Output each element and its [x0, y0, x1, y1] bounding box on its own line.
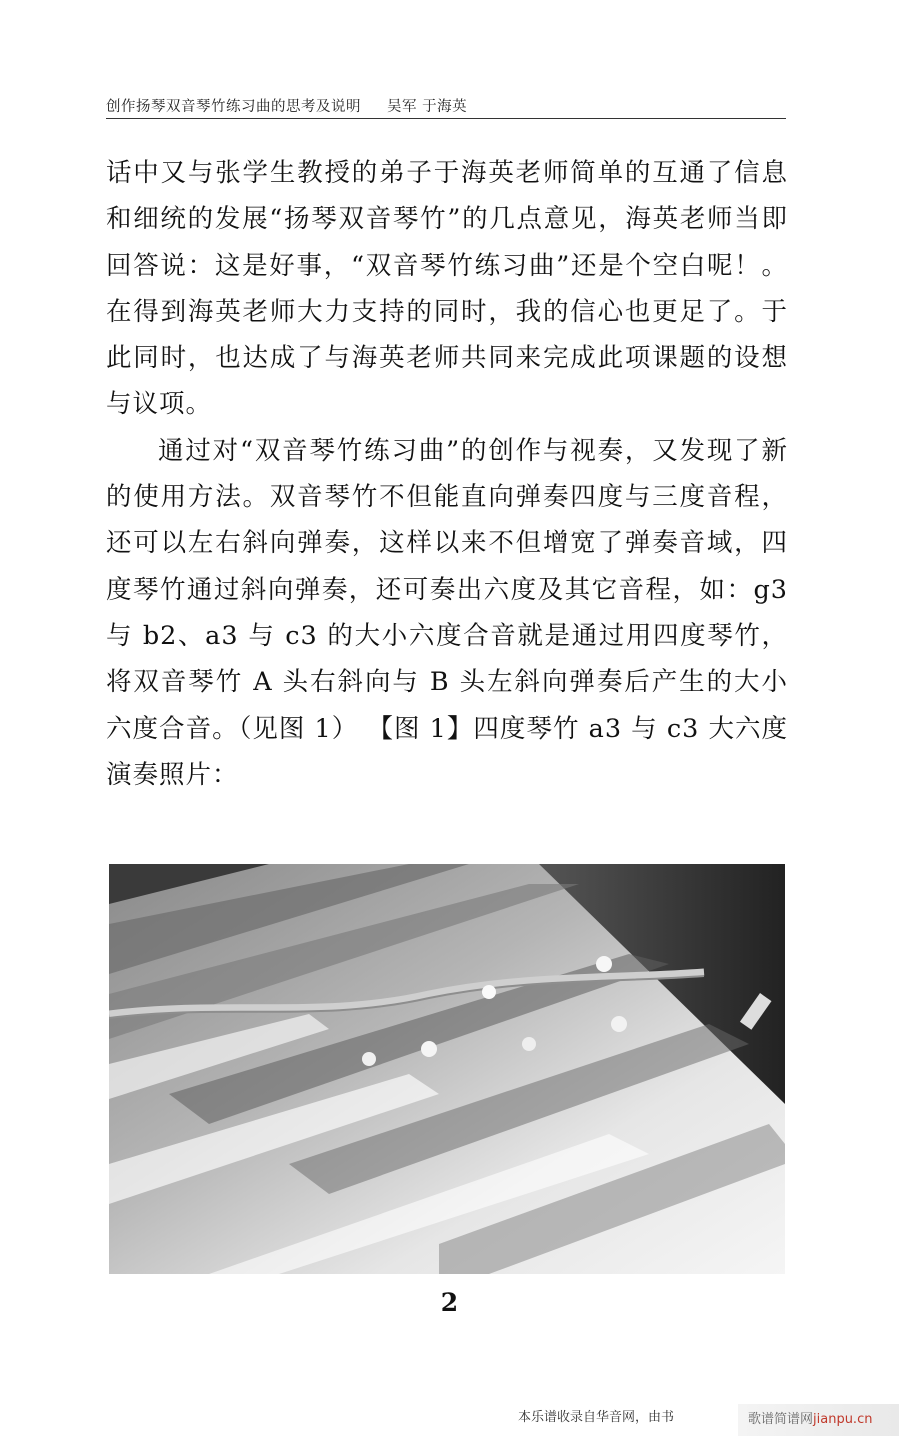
paragraph-2: 通过对“双音琴竹练习曲”的创作与视奏，又发现了新的使用方法。双音琴竹不但能直向弹奏四度与三度音程，还可以左右斜向弹奏，这样以来不但增宽了弹奏音域，四度琴竹通过斜向弹奏，还可奏出六度及其它音程，如：g3 与 b2、a3 与 c3 的大小六度合音就是通过用四度琴竹，将双音琴竹 A 头右斜向与 B 头左斜向弹奏后产生的大小六度合音。（见图 1） 【图 1】四度琴竹 a3 与 c3 大六度演奏照片：	[106, 435, 788, 790]
body-text	[106, 150, 788, 798]
watermark-left-text: 本乐谱收录自华音网，由书	[518, 1410, 675, 1425]
header-authors: 吴军 于海英	[387, 99, 468, 115]
watermark-site-domain: jianpu.cn	[813, 1412, 873, 1427]
dulcimer-photo-image	[109, 864, 785, 1274]
paragraph-1: 话中又与张学生教授的弟子于海英老师简单的互通了信息和细统的发展“扬琴双音琴竹”的几点意见，海英老师当即回答说：这是好事，“双音琴竹练习曲”还是个空白呢！。在得到海英老师大力支持的同时，我的信心也更足了。于此同时，也达成了与海英老师共同来完成此项课题的设想与议项。	[106, 158, 788, 420]
header-title: 创作扬琴双音琴竹练习曲的思考及说明	[106, 99, 361, 115]
running-header	[106, 96, 786, 119]
watermark-site-name: 歌谱简谱网	[748, 1412, 814, 1427]
page-number: 2	[440, 1288, 459, 1317]
watermark-site-badge	[738, 1404, 899, 1436]
figure-1-photo	[109, 864, 785, 1274]
